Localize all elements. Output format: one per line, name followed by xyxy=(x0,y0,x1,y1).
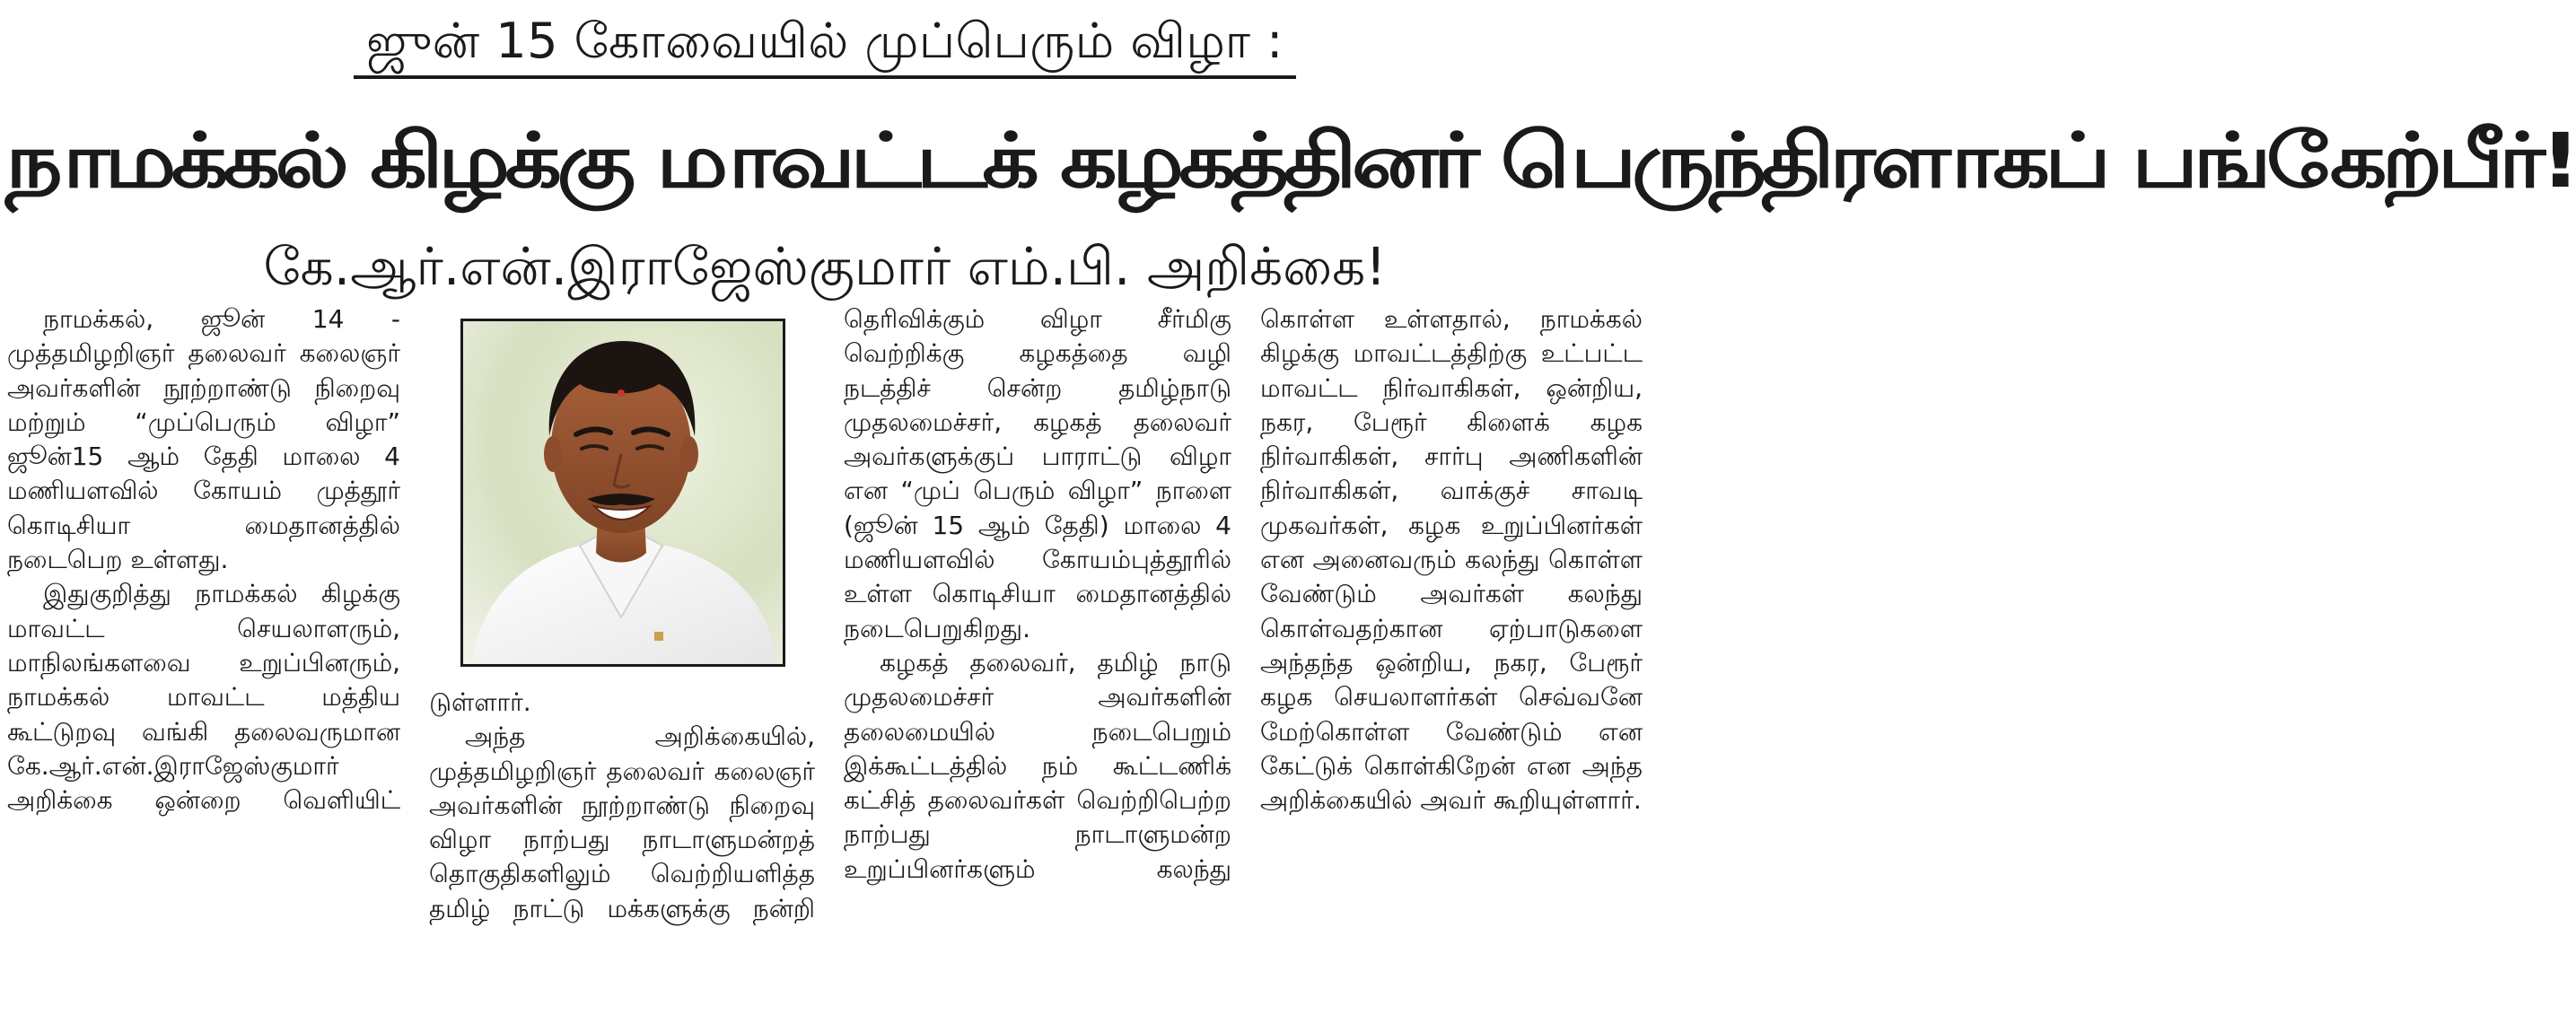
column-4 xyxy=(1260,302,1643,818)
column-3 xyxy=(844,302,1231,887)
column-3-paragraph-1: தெரிவிக்கும் விழா சீர்மிகு வெற்றிக்கு கழகத்தை வழி நடத்திச் சென்ற தமிழ்நாடு முதலமைச்சர், கழகத் தலைவர் அவர்களுக்குப் பாராட்டு விழா என “முப் பெரும் விழா” நாளை (ஜூன் 15 ஆம் தேதி) மாலை 4 மணியளவில் கோயம்புத்தூரில் உள்ள கொடிசியா மைதானத்தில் நடைபெறுகிறது. xyxy=(844,304,1231,643)
portrait-photo xyxy=(460,319,785,667)
column-2-paragraph-1: டுள்ளார். xyxy=(429,687,531,717)
column-1-paragraph-1: நாமக்கல், ஜூன் 14 - முத்தமிழறிஞர் தலைவர் கலைஞர் அவர்களின் நூற்றாண்டு நிறைவு மற்றும் “முப்பெரும் விழா” ஜூன்15 ஆம் தேதி மாலை 4 மணியளவில் கோயம் முத்தூர் கொடிசியா மைதானத்தில் நடைபெற உள்ளது. xyxy=(7,304,400,575)
column-3-paragraph-2: கழகத் தலைவர், தமிழ் நாடு முதலமைச்சர் அவர்களின் தலைமையில் நடைபெறும் இக்கூட்டத்தில் நம் கூட்டணிக் கட்சித் தலைவர்கள் வெற்றிபெற்ற நாற்பது நாடாளுமன்ற உறுப்பினர்களும் கலந்து xyxy=(844,647,1231,884)
column-2-paragraph-2: அந்த அறிக்கையில், முத்தமிழறிஞர் தலைவர் கலைஞர் அவர்களின் நூற்றாண்டு நிறைவு விழா நாற்பது நாடாளுமன்றத் தொகுதிகளிலும் வெற்றியளித்த தமிழ் நாட்டு மக்களுக்கு நன்றி xyxy=(429,722,815,923)
article-headline xyxy=(0,93,2576,228)
column-1-paragraph-2: இதுகுறித்து நாமக்கல் கிழக்கு மாவட்ட செயலாளரும், மாநிலங்களவை உறுப்பினரும், நாமக்கல் மாவட்ட மத்திய கூட்டுறவு வங்கி தலைவருமான கே.ஆர்.என்.இராஜேஸ்குமார் அறிக்கை ஒன்றை வெளியிட் xyxy=(7,579,400,816)
column-4-paragraph-1: கொள்ள உள்ளதால், நாமக்கல் கிழக்கு மாவட்டத்திற்கு உட்பட்ட மாவட்ட நிர்வாகிகள், ஒன்றிய, நகர, பேரூர் கிளைக் கழக நிர்வாகிகள், சார்பு அணிகளின் நிர்வாகிகள், வாக்குச் சாவடி முகவர்கள், கழக உறுப்பினர்கள் என அனைவரும் கலந்து கொள்ள வேண்டும் அவர்கள் கலந்து கொள்வதற்கான ஏற்பாடுகளை அந்தந்த ஒன்றிய, நகர, பேரூர் கழக செயலாளர்கள் செவ்வனே மேற்கொள்ள வேண்டும் என கேட்டுக் கொள்கிறேன் என அந்த அறிக்கையில் அவர் கூறியுள்ளார். xyxy=(1260,304,1643,816)
article-subhead: கே.ஆர்.என்.இராஜேஸ்குமார் எம்.பி. அறிக்கை! xyxy=(263,236,1387,297)
headline-text: நாமக்கல் கிழக்கு மாவட்டக் கழகத்தினர் பெருந்திரளாகப் பங்கேற்பீர்! xyxy=(5,117,2576,205)
article-kicker xyxy=(0,7,1650,79)
column-1 xyxy=(7,302,400,818)
kicker-text: ஜுன் 15 கோவையில் முப்பெரும் விழா : xyxy=(354,7,1296,79)
column-2 xyxy=(429,686,815,926)
portrait-image xyxy=(463,321,783,664)
